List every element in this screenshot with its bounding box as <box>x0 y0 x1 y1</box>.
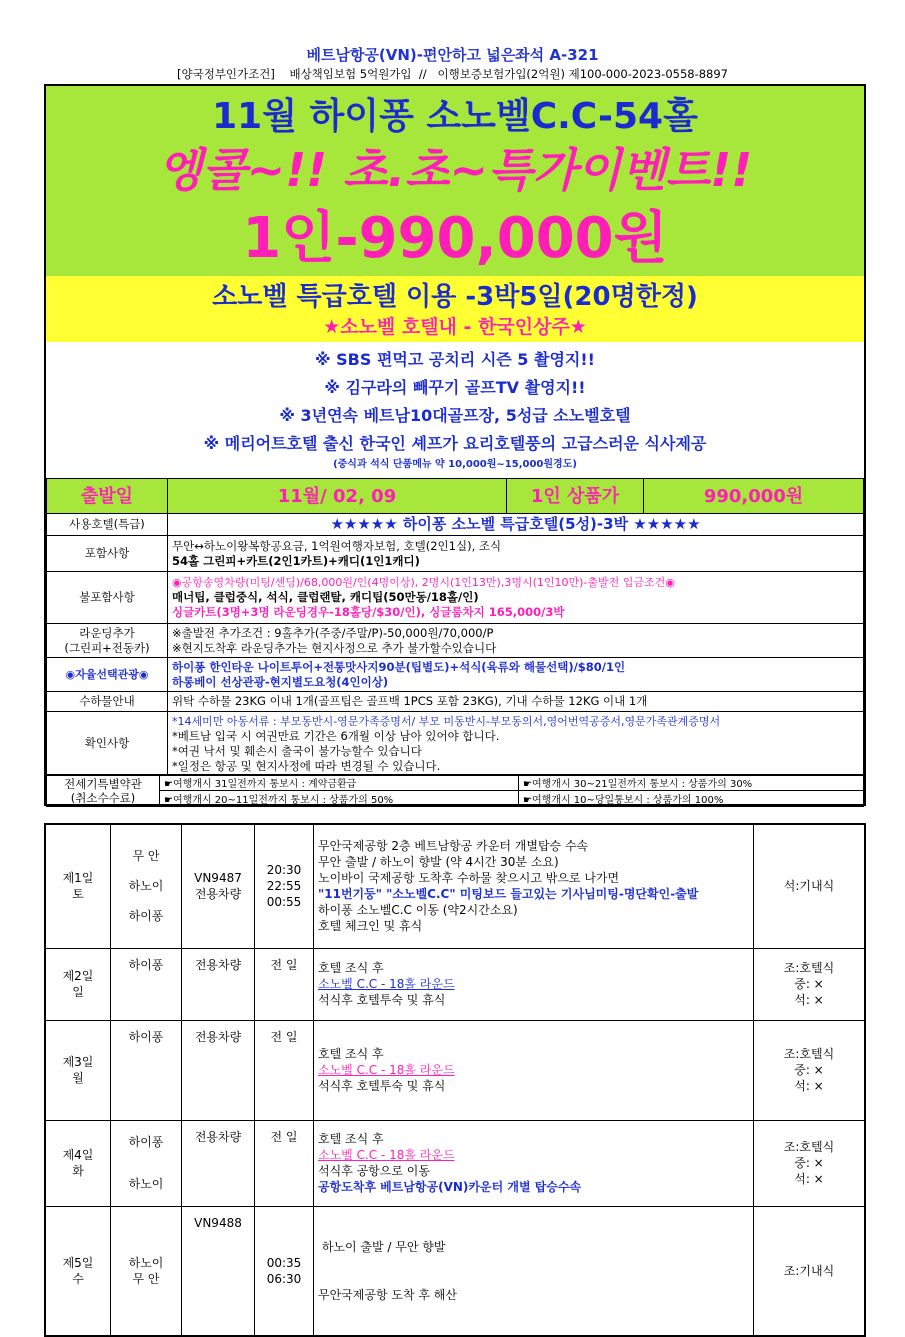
desc-line: 호텔 조식 후 <box>318 1047 384 1061</box>
itinerary-table <box>44 823 866 1337</box>
desc-line: 무안 출발 / 하노이 향발 (약 4시간 30분 소요) <box>318 855 559 870</box>
meal: 중: × <box>794 977 824 991</box>
transport: 전용차량 <box>182 1020 255 1120</box>
itinerary-row-day2 <box>45 948 865 1020</box>
day-weekday: 일 <box>72 985 84 999</box>
place: 무 안 <box>132 849 160 864</box>
time-cell <box>255 824 314 948</box>
desc-line: "11번기둥" "소노벨C.C" 미팅보드 들고있는 기사님미팅-명단확인-출발 <box>318 887 699 902</box>
day-weekday: 월 <box>72 1071 84 1085</box>
departure-row <box>47 479 864 514</box>
price-value: 990,000원 <box>644 479 864 514</box>
place-cell <box>111 1206 182 1336</box>
place-cell <box>111 824 182 948</box>
desc-line: 석식후 호텔투숙 및 휴식 <box>318 993 446 1007</box>
desc-line: 노이바이 국제공항 도착후 수하물 찾으시고 밖으로 나가면 <box>318 871 620 886</box>
feature-notes <box>46 346 864 474</box>
hotel-banner <box>46 276 864 342</box>
transport: 전용차량 <box>194 887 242 902</box>
cancel-label: 전세기특별약관 <box>64 776 142 791</box>
round-row <box>47 624 864 658</box>
desc-line: 소노벨 C.C - 18홀 라운드 <box>318 1063 455 1077</box>
cancel-term: ☛여행개시 31일전까지 통보시 : 계약금환급 <box>160 775 519 791</box>
korean-staff-note: ★소노벨 호텔내 - 한국인상주★ <box>323 316 587 338</box>
time: 22:55 <box>266 879 302 894</box>
confirm-cell <box>168 712 864 776</box>
time: 20:30 <box>266 863 302 878</box>
desc-line: 소노벨 C.C - 18홀 라운드 <box>318 977 455 991</box>
place: 하노이 <box>128 1255 164 1270</box>
time: 전 일 <box>255 948 314 1020</box>
round-line: ※출발전 추가조건 : 9홀추가(주중/주말/P)-50,000원/70,000/P <box>172 625 494 640</box>
baggage-row <box>47 692 864 712</box>
price-label: 1인 상품가 <box>507 479 644 514</box>
itinerary-row-day3 <box>45 1020 865 1120</box>
desc-line: 석식후 호텔투숙 및 휴식 <box>318 1079 446 1093</box>
tour-info-table <box>46 478 864 776</box>
time: 전 일 <box>255 1120 314 1206</box>
promo-price: 1인-990,000원 <box>242 206 668 271</box>
cancel-table <box>46 774 864 807</box>
desc-line: 석식후 공항으로 이동 <box>318 1164 430 1178</box>
day-number: 제2일 <box>62 969 94 983</box>
excluded-row <box>47 572 864 624</box>
time: 00:55 <box>266 895 302 910</box>
baggage-value: 위탁 수하물 23KG 이내 1개(골프팁은 골프백 1PCS 포함 23KG), 기내 수하물 12KG 이내 1개 <box>168 692 864 712</box>
hotel-label: 사용호텔(특급) <box>47 514 168 536</box>
place: 하이퐁 <box>128 909 164 924</box>
hotel-headline: 소노벨 특급호텔 이용 -3박5일(20명한정) <box>212 282 698 312</box>
desc-line: 호텔 조식 후 <box>318 961 384 975</box>
meal-cell <box>754 948 866 1020</box>
confirm-row <box>47 712 864 776</box>
round-label: 라운딩추가 <box>79 625 135 640</box>
meal: 석: × <box>794 1172 824 1186</box>
cancel-term: ☛여행개시 20~11일전까지 통보시 : 상품가의 50% <box>160 791 519 807</box>
included-row <box>47 536 864 572</box>
meal: 조:호텔식 <box>783 1047 835 1061</box>
desc-line: 공항도착후 베트남항공(VN)카운터 개별 탑승수속 <box>318 1180 582 1194</box>
meal: 중: × <box>794 1063 824 1077</box>
time: 전 일 <box>255 1020 314 1120</box>
cancel-term: ☛여행개시 10~당일통보시 : 상품가의 100% <box>519 791 864 807</box>
place: 하노이 <box>128 1177 164 1191</box>
desc-line: 무안국제공항 2층 베트남항공 카운터 개별탑승 수속 <box>318 839 589 854</box>
meal: 중: × <box>794 1156 824 1170</box>
included-label: 포함사항 <box>47 536 168 572</box>
note-item: ※ 메리어트호텔 출신 한국인 셰프가 요리호텔풍의 고급스러운 식사제공 <box>203 434 707 453</box>
day-weekday: 화 <box>72 1164 84 1178</box>
itinerary-row-day1 <box>45 824 865 948</box>
day-weekday: 수 <box>72 1271 84 1286</box>
promo-slogan: 엥콜~!! 초.초~특가이벤트!! <box>157 143 753 197</box>
departure-label: 출발일 <box>47 479 168 514</box>
airline-header: 베트남항공(VN)-편안하고 넓은좌석 A-321 <box>306 46 599 64</box>
transport: VN9487 <box>194 871 242 886</box>
meal: 조:호텔식 <box>783 1140 835 1154</box>
meal-cell <box>754 1120 866 1206</box>
cancel-label-sub: (취소수수료) <box>70 790 136 805</box>
excluded-line: 매너팁, 클럽중식, 석식, 클럽랜탈, 캐디팁(50만동/18홀/인) <box>172 590 479 604</box>
meal: 석: × <box>794 993 824 1007</box>
desc-cell <box>314 1120 754 1206</box>
round-label-sub: (그린피+전동카) <box>64 640 150 655</box>
confirm-line: *베트남 입국 시 여권만료 기간은 6개월 이상 남아 있어야 합니다. <box>172 728 500 743</box>
day-number: 제4일 <box>62 1148 94 1162</box>
transport-cell <box>182 824 255 948</box>
desc-line: 무안국제공항 도착 후 해산 <box>318 1287 457 1302</box>
day-number: 제1일 <box>62 871 94 886</box>
itinerary-row-day4 <box>45 1120 865 1206</box>
round-cell <box>168 624 864 658</box>
note-item: ※ 3년연속 베트남10대골프장, 5성급 소노벨호텔 <box>279 406 631 425</box>
meal-cell <box>754 1020 866 1120</box>
hotel-row <box>47 514 864 536</box>
option-label: ◉자율선택관광◉ <box>47 658 168 692</box>
desc-cell <box>314 824 754 948</box>
meal: 석:기내식 <box>754 824 866 948</box>
license-header: [양국정부인가조건] 배상책임보험 5억원가입 // 이행보증보험가입(2억원) 제100-000-2023-0558-8897 <box>177 67 728 81</box>
place: 하이퐁 <box>111 1020 182 1120</box>
promo-box <box>44 84 866 806</box>
confirm-label: 확인사항 <box>47 712 168 776</box>
round-label-cell <box>47 624 168 658</box>
cancel-term: ☛여행개시 30~21일전까지 통보시 : 상품가의 30% <box>519 775 864 791</box>
day-weekday: 토 <box>72 887 84 902</box>
time: 06:30 <box>266 1271 302 1286</box>
included-line: 54홀 그린피+카트(2인1카트)+캐디(1인1캐디) <box>172 553 420 568</box>
time: 00:35 <box>266 1255 302 1270</box>
included-line: 무안↔하노이왕복항공요금, 1억원여행자보험, 호텔(2인1실), 조식 <box>172 538 502 553</box>
included-cell <box>168 536 864 572</box>
option-line: 하롱베이 선상관광-현지별도요청(4인이상) <box>172 674 389 689</box>
itinerary-row-day5 <box>45 1206 865 1336</box>
excluded-line: 싱글카트(3명+3명 라운딩경우-18홀당/$30/인), 싱글룸차지 165,000/3박 <box>172 605 565 619</box>
desc-cell <box>314 948 754 1020</box>
meal: 조:기내식 <box>754 1206 866 1336</box>
note-item: ※ 김구라의 빼꾸기 골프TV 촬영지!! <box>324 378 586 397</box>
desc-line: 호텔 체크인 및 휴식 <box>318 919 423 934</box>
option-line: 하이퐁 한인타운 나이트투어+전통맛사지90분(팁별도)+석식(육류와 해물선택)/$80/1인 <box>172 659 626 674</box>
transport: 전용차량 <box>182 948 255 1020</box>
day-cell <box>45 824 111 948</box>
place: 무 안 <box>132 1271 160 1286</box>
option-cell <box>168 658 864 692</box>
confirm-line: *여권 낙서 및 훼손시 출국이 불가능할수 있습니다 <box>172 743 422 758</box>
option-row <box>47 658 864 692</box>
cancel-label-cell <box>47 775 160 807</box>
promo-title: 11월 하이퐁 소노벨C.C-54홀 <box>212 96 698 137</box>
round-line: ※현지도착후 라운딩추가는 현지사정으로 추가 불가할수있습니다 <box>172 640 497 655</box>
day-number: 제3일 <box>62 1055 94 1069</box>
desc-line: 하노이 출발 / 무안 향발 <box>318 1239 446 1254</box>
confirm-line: *일정은 항공 및 현지사정에 따라 변경될 수 있습니다. <box>172 758 441 773</box>
transport: 전용차량 <box>182 1120 255 1206</box>
day-number: 제5일 <box>62 1255 94 1270</box>
desc-line: 하이퐁 소노벨C.C 이동 (약2시간소요) <box>318 903 518 918</box>
baggage-label: 수하물안내 <box>47 692 168 712</box>
note-item: ※ SBS 편먹고 공치리 시즌 5 촬영지!! <box>315 350 595 369</box>
place: 하이퐁 <box>111 948 182 1020</box>
meal: 석: × <box>794 1079 824 1093</box>
excluded-line: ◉공항송영차량(미팅/센딩)/68,000원/인(4명이상), 2명시(1인13만),3명시(1인10만)-출발전 입금조건◉ <box>172 576 675 589</box>
transport: VN9488 <box>182 1206 255 1336</box>
desc-line: 호텔 조식 후 <box>318 1132 384 1146</box>
departure-dates: 11월/ 02, 09 <box>168 479 507 514</box>
meal: 조:호텔식 <box>783 961 835 975</box>
place-cell <box>111 1120 182 1206</box>
excluded-cell <box>168 572 864 624</box>
hotel-value: ★★★★★ 하이퐁 소노벨 특급호텔(5성)-3박 ★★★★★ <box>168 514 864 536</box>
day-cell <box>45 1206 111 1336</box>
promo-banner <box>46 86 864 276</box>
excluded-label: 불포함사항 <box>47 572 168 624</box>
day-cell <box>45 1020 111 1120</box>
desc-cell <box>314 1020 754 1120</box>
confirm-line: *14세미만 아동서류 : 부모동반시-영문가족증명서/ 부모 미동반시-부모동의서,영어번역공증서,영문가족관계증명서 <box>172 714 721 728</box>
day-cell <box>45 1120 111 1206</box>
desc-cell <box>314 1206 754 1336</box>
day-cell <box>45 948 111 1020</box>
place: 하노이 <box>128 879 164 894</box>
time-cell <box>255 1206 314 1336</box>
place: 하이퐁 <box>128 1135 164 1149</box>
desc-line: 소노벨 C.C - 18홀 라운드 <box>318 1148 455 1162</box>
meal-price-note: (중식과 석식 단품메뉴 약 10,000원~15,000원경도) <box>333 459 577 470</box>
